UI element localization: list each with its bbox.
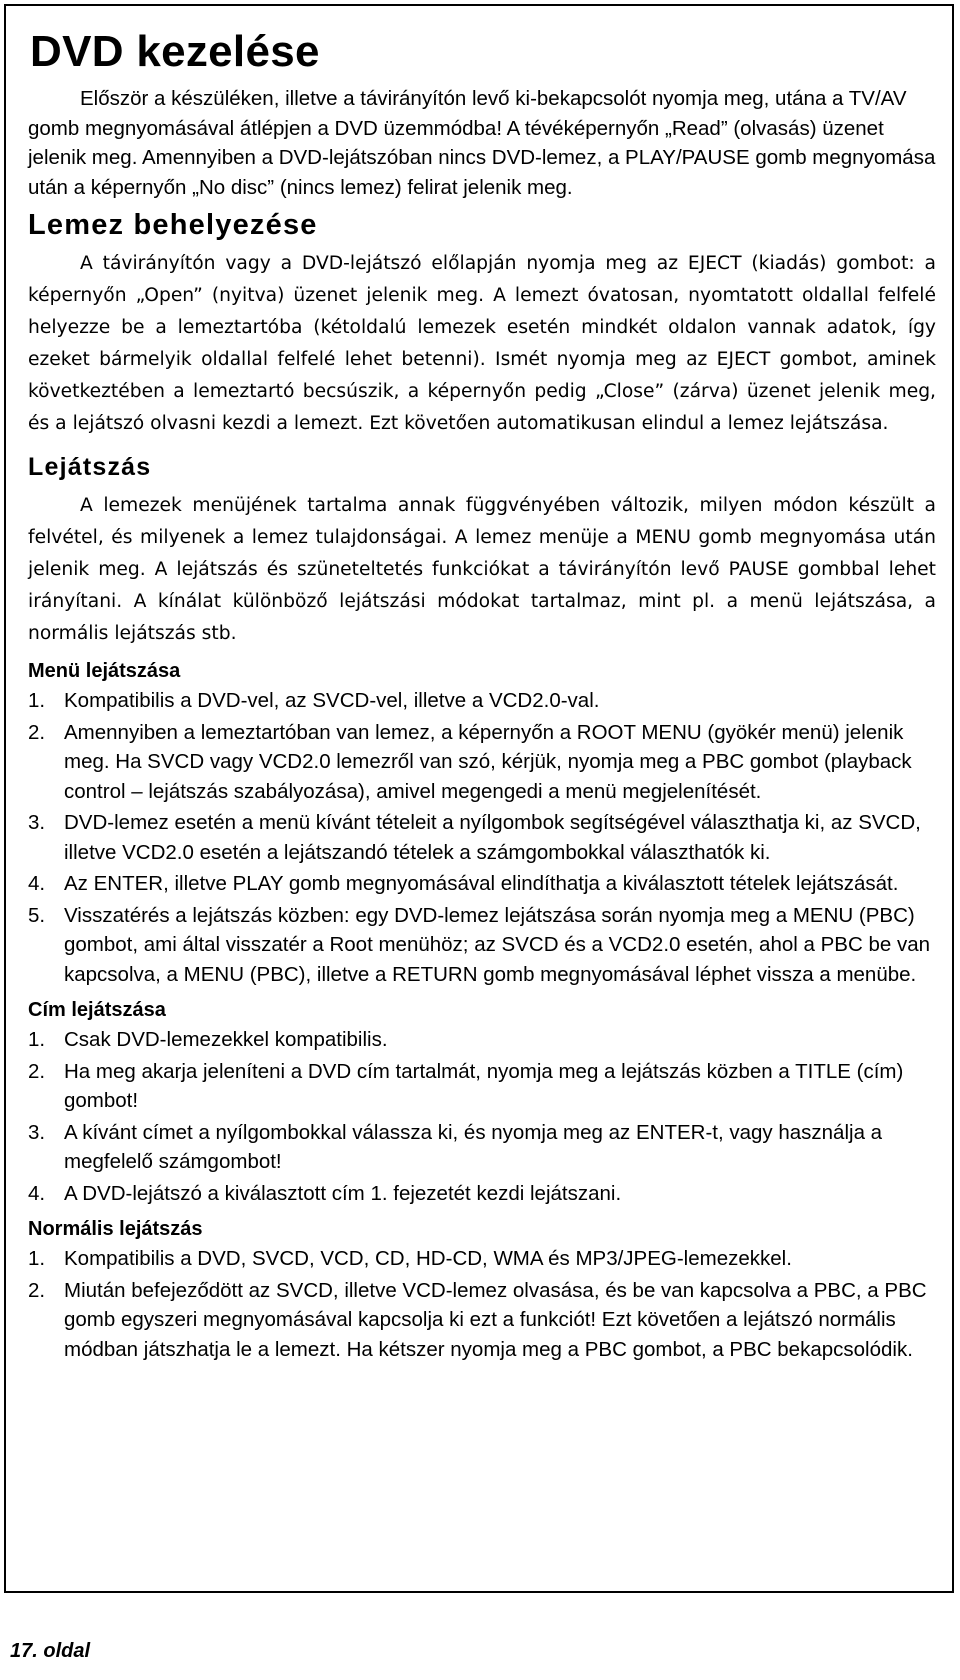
- list-item: [24, 901, 936, 990]
- list-number: 1.: [28, 1247, 46, 1270]
- list-text: Csak DVD-lemezekkel kompatibilis.: [64, 1028, 388, 1051]
- list-text: Miután befejeződött az SVCD, illetve VCD-lemez olvasása, és be van kapcsolva a PBC, a PBC gomb egyszeri megnyomásával kapcsolja ki ezt a funkciót! Ezt követően a lejátszó normális módban játszhatja le a lemezt. Ha kétszer nyomja meg a PBC gombot, a PBC bekapcsolódik.: [64, 1278, 927, 1361]
- list-number: 3.: [28, 811, 46, 834]
- list-item: [24, 1057, 936, 1116]
- list-item: [24, 1276, 936, 1365]
- list-text: A DVD-lejátszó a kiválasztott cím 1. fejezetét kezdi lejátszani.: [64, 1181, 622, 1205]
- subheading-menu-play: Menü lejátszása: [28, 660, 181, 682]
- list-text: Az ENTER, illetve PLAY gomb megnyomásával elindíthatja a kiválasztott tételek lejátszását.: [64, 872, 899, 895]
- list-number: 3.: [28, 1120, 46, 1144]
- list-text: Kompatibilis a DVD-vel, az SVCD-vel, illetve a VCD2.0-val.: [64, 689, 600, 712]
- list-number: 2.: [28, 1278, 46, 1302]
- list-text: Kompatibilis a DVD, SVCD, VCD, CD, HD-CD, WMA és MP3/JPEG-lemezekkel.: [64, 1247, 792, 1270]
- title-play-list: [24, 1025, 936, 1208]
- menu-play-list: [24, 686, 936, 989]
- intro-paragraph: Először a készüléken, illetve a távirányítón levő ki-bekapcsolót nyomja meg, utána a TV/AV gomb megnyomásával átlépjen a DVD üzemmódba! A tévéképernyőn „Read” (olvasás) üzenet jelenik meg. Amennyiben a DVD-lejátszóban nincs DVD-lemez, a PLAY/PAUSE gomb megnyomása után a képernyőn „No disc” (nincs lemez) felirat jelenik meg.: [28, 87, 936, 199]
- list-text: Visszatérés a lejátszás közben: egy DVD-lemez lejátszása során nyomja meg a MENU (PBC) gombot, ami által visszatér a Root menühöz; az SVCD és a VCD2.0 esetén, ahol a PBC be van kapcsolva, a MENU (PBC), illetve a RETURN gomb megnyomásával léphet vissza a menübe.: [64, 903, 930, 986]
- subheading-normal-play: Normális lejátszás: [28, 1218, 203, 1240]
- section-heading-playback: Lejátszás: [28, 453, 152, 481]
- list-item: [24, 808, 936, 867]
- list-item: [24, 1179, 936, 1209]
- insert-paragraph: A távirányítón vagy a DVD-lejátszó előlapján nyomja meg az EJECT (kiadás) gombot: a képernyőn „Open” (nyitva) üzenet jelenik meg. A lemezt óvatosan, nyomtatott oldallal felfelé helyezze be a lemeztartóba (kétoldalú lemezek esetén mindkét oldalon vannak adatok, így ezeket bármelyik oldallal felfelé lehet betenni). Ismét nyomja meg az EJECT gombot, aminek következtében a lemeztartó becsúszik, a képernyőn pedig „Close” (zárva) üzenet jelenik meg, és a lejátszó olvasni kezdi a lemezt. Ezt követően automatikusan elindul a lemez lejátszása.: [28, 253, 936, 434]
- list-number: 1.: [28, 1028, 46, 1051]
- list-text: Ha meg akarja jeleníteni a DVD cím tartalmát, nyomja meg a lejátszás közben a TITLE (cím) gombot!: [64, 1059, 904, 1112]
- list-text: DVD-lemez esetén a menü kívánt tételeit a nyílgombok segítségével választhatja ki, az SVCD, illetve VCD2.0 esetén a lejátszandó tételek a számgombokkal választhatók ki.: [64, 811, 921, 864]
- list-item: [24, 718, 936, 807]
- page-title: DVD kezelése: [30, 27, 320, 76]
- normal-play-list: [24, 1244, 936, 1364]
- section-heading-insert: Lemez behelyezése: [28, 209, 318, 241]
- list-text: A kívánt címet a nyílgombokkal válassza ki, és nyomja meg az ENTER-t, vagy használja a megfelelő számgombot!: [64, 1120, 883, 1173]
- list-number: 4.: [28, 872, 46, 895]
- page-content: [24, 24, 936, 1366]
- playback-paragraph: A lemezek menüjének tartalma annak függvényében változik, milyen módon készült a felvétel, és milyenek a lemez tulajdonságai. A lemez menüje a MENU gomb megnyomása után jelenik meg. A lejátszás és szüneteltetés funkciókat a távirányítón levő PAUSE gombbal lehet irányítani. A kínálat különböző lejátszási módokat tartalmaz, mint pl. a menü lejátszása, a normális lejátszás stb.: [28, 495, 936, 644]
- list-item: [24, 686, 936, 716]
- subheading-title-play: Cím lejátszása: [28, 999, 166, 1021]
- list-number: 2.: [28, 720, 46, 744]
- list-number: 1.: [28, 689, 46, 712]
- list-text: Amennyiben a lemeztartóban van lemez, a képernyőn a ROOT MENU (gyökér menü) jelenik meg. Ha SVCD vagy VCD2.0 lemezről van szó, kérjük, nyomja meg a PBC gombot (playback control – lejátszás szabályozása), amivel megengedi a menü megjelenítését.: [64, 720, 912, 803]
- list-number: 2.: [28, 1059, 46, 1083]
- list-item: [24, 1244, 936, 1274]
- page-number: 17. oldal: [10, 1640, 91, 1662]
- list-item: [24, 869, 936, 899]
- list-number: 4.: [28, 1181, 46, 1205]
- list-item: [24, 1118, 936, 1177]
- list-number: 5.: [28, 903, 46, 927]
- list-item: [24, 1025, 936, 1055]
